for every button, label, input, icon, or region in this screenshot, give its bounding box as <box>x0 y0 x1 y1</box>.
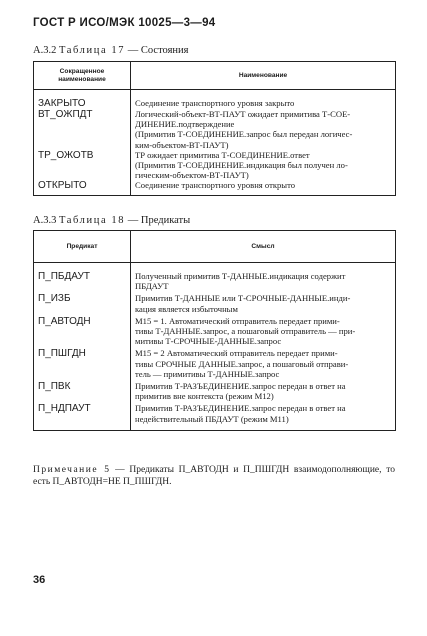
row-value-line: тивы СРОЧНЫЕ ДАННЫЕ.запрос, а пошаговый отправи- <box>135 358 349 369</box>
row-value-line: Примитив Т-РАЗЪЕДИНЕНИЕ.запрос передан в ответ на <box>135 403 346 414</box>
row-value-line: ПБДАУТ <box>135 281 169 292</box>
row-value <box>131 348 396 381</box>
table-18-col2-header: Смысл <box>131 231 396 263</box>
table-row <box>34 403 396 430</box>
table-18-caption <box>33 215 190 226</box>
table-17-caption <box>33 45 188 56</box>
row-value-line: Полученный примитив Т-ДАННЫЕ.индикация содержит <box>135 271 346 281</box>
row-key: ОТКРЫТО <box>34 180 131 195</box>
table-row <box>34 180 396 195</box>
row-key: ВТ_ОЖПДТ <box>34 109 131 150</box>
caption-title: Состояния <box>140 45 189 56</box>
table-17 <box>33 61 396 196</box>
table-18-col1-header: Предикат <box>34 231 131 263</box>
table-row <box>34 109 396 150</box>
caption-dash: — <box>127 215 139 226</box>
row-key: П_ПБДАУТ <box>34 263 131 294</box>
row-value-line: Примитив Т-ДАННЫЕ или Т-СРОЧНЫЕ-ДАННЫЕ.инди- <box>135 293 351 304</box>
row-value-line: Соединение транспортного уровня закрыто <box>135 98 295 108</box>
row-value <box>131 109 396 150</box>
note-paragraph <box>33 465 395 488</box>
row-value-line: ДИНЕНИЕ.подтверждение <box>135 119 235 130</box>
table-row <box>34 90 396 110</box>
caption-label: Таблица 17 <box>58 45 126 56</box>
caption-number: А.3.2 <box>33 45 57 56</box>
row-key: П_ПВК <box>34 381 131 403</box>
row-value-line: М15 = 1. Автоматический отправитель передает прими- <box>135 315 340 326</box>
row-value-line: ким-объектом-ВТ-ПАУТ) <box>135 139 229 150</box>
table-18 <box>33 230 396 431</box>
row-value <box>131 150 396 181</box>
row-value-line: митивы Т-СРОЧНЫЕ-ДАННЫЕ.запрос <box>135 336 282 347</box>
table-row <box>34 150 396 181</box>
note-text: — Предикаты П_АВТОДН и П_ПШГДН взаимодополняющие, то есть П_АВТОДН=НЕ П_ПШГДН. <box>33 465 395 487</box>
row-value <box>131 90 396 110</box>
row-key: П_АВТОДН <box>34 316 131 349</box>
row-value-line: тивы Т-ДАННЫЕ.запрос, а пошаговый отправитель — при- <box>135 326 356 337</box>
caption-dash: — <box>127 45 139 56</box>
row-value <box>131 403 396 430</box>
row-key: ЗАКРЫТО <box>34 90 131 110</box>
row-key: П_ПШГДН <box>34 348 131 381</box>
note-label: Примечание 5 <box>33 465 111 475</box>
table-row <box>34 381 396 403</box>
row-value <box>131 381 396 403</box>
table-row <box>34 263 396 294</box>
row-value-line: ТР ожидает примитива Т-СОЕДИНЕНИЕ.ответ <box>135 149 310 160</box>
row-value-line: Соединение транспортного уровня открыто <box>135 180 296 191</box>
caption-title: Предикаты <box>140 215 191 226</box>
row-value <box>131 263 396 294</box>
row-value-line: недействительный ПБДАУТ (режим М11) <box>135 413 289 424</box>
row-value-line: кация является избыточным <box>135 303 238 314</box>
row-value <box>131 293 396 315</box>
row-value-line: гическим-объектом-ВТ-ПАУТ) <box>135 170 249 181</box>
row-value-line: примитив вне контекста (режим М12) <box>135 391 274 402</box>
table-row <box>34 316 396 349</box>
caption-label: Таблица 18 <box>58 215 126 226</box>
table-17-col2-header: Наименование <box>131 62 396 90</box>
page-number: 36 <box>33 574 46 586</box>
row-value-line: (Примитив Т-СОЕДИНЕНИЕ.запрос был передан логичес- <box>135 129 353 140</box>
table-row <box>34 293 396 315</box>
page-header: ГОСТ Р ИСО/МЭК 10025—3—94 <box>33 17 216 29</box>
row-value-line: Логический-объект-ВТ-ПАУТ ожидает примитива Т-СОЕ- <box>135 109 351 119</box>
row-value-line: (Примитив Т-СОЕДИНЕНИЕ.индикация был получен ло- <box>135 160 348 171</box>
caption-number: А.3.3 <box>33 215 57 226</box>
row-key: П_НДПАУТ <box>34 403 131 430</box>
table-17-col1-header: Сокращенное наименование <box>34 62 131 90</box>
table-row <box>34 348 396 381</box>
row-value <box>131 316 396 349</box>
row-value-line: Примитив Т-РАЗЪЕДИНЕНИЕ.запрос передан в ответ на <box>135 381 346 392</box>
row-value-line: М15 = 2 Автоматический отправитель передает прими- <box>135 348 338 359</box>
row-value-line: тель — примитивы Т-ДАННЫЕ.запрос <box>135 368 280 379</box>
row-key: ТР_ОЖОТВ <box>34 150 131 181</box>
row-value <box>131 180 396 195</box>
row-key: П_ИЗБ <box>34 293 131 315</box>
